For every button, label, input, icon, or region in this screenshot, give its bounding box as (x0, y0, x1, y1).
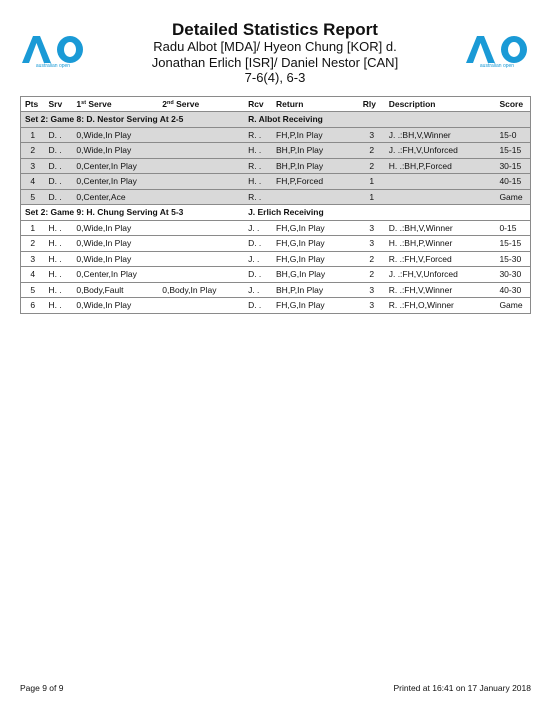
report-title: Detailed Statistics Report (172, 20, 378, 39)
logo-subtext: australian open (35, 63, 71, 69)
table-row: 3 D. . 0,Center,In Play R. . BH,P,In Play 2 H. .:BH,P,Forced 30-15 (21, 158, 531, 174)
match-players-line1: Radu Albot [MDA]/ Hyeon Chung [KOR] d. (153, 39, 397, 54)
table-row: 3 H. . 0,Wide,In Play J. . FH,G,In Play 2 R. .:FH,V,Forced 15-30 (21, 251, 531, 267)
printed-timestamp: Printed at 16:41 on 17 January 2018 (393, 683, 531, 693)
receiving-label: R. Albot Receiving (244, 112, 530, 128)
col-return: Return (272, 97, 359, 112)
col-pts: Pts (21, 97, 45, 112)
col-srv: Srv (44, 97, 72, 112)
table-row: 4 H. . 0,Center,In Play D. . BH,G,In Play 2 J. .:FH,V,Unforced 30-30 (21, 267, 531, 283)
table-row: 4 D. . 0,Center,In Play H. . FH,P,Forced 1 40-15 (21, 174, 531, 190)
table-row: 1 H. . 0,Wide,In Play J. . FH,G,In Play 3 D. .:BH,V,Winner 0-15 (21, 220, 531, 236)
australian-open-logo-left (18, 34, 88, 74)
table-row: 5 H. . 0,Body,Fault 0,Body,In Play J. . BH,P,In Play 3 R. .:FH,V,Winner 40-30 (21, 282, 531, 298)
report-header (110, 20, 440, 86)
table-header-row (21, 97, 531, 112)
col-rly: Rly (359, 97, 385, 112)
australian-open-logo-right (462, 34, 532, 74)
col-description: Description (385, 97, 496, 112)
receiving-label: J. Erlich Receiving (244, 205, 530, 221)
col-score: Score (495, 97, 530, 112)
table-row: 2 D. . 0,Wide,In Play H. . BH,P,In Play 2 J. .:FH,V,Unforced 15-15 (21, 143, 531, 159)
logo-subtext: australian open (479, 63, 515, 69)
col-first-serve: 1st Serve (72, 97, 158, 112)
table-row: 2 H. . 0,Wide,In Play D. . FH,G,In Play 3 H. .:BH,P,Winner 15-15 (21, 236, 531, 252)
table-row: 6 H. . 0,Wide,In Play D. . FH,G,In Play 3 R. .:FH,O,Winner Game (21, 298, 531, 314)
page-number: Page 9 of 9 (20, 683, 64, 693)
section-header-row (21, 205, 531, 221)
serving-label: Set 2: Game 9: H. Chung Serving At 5-3 (21, 205, 245, 221)
match-score: 7-6(4), 6-3 (244, 70, 306, 85)
statistics-table (20, 96, 531, 314)
table-row: 5 D. . 0,Center,Ace R. . 1 Game (21, 189, 531, 205)
match-players-line2: Jonathan Erlich [ISR]/ Daniel Nestor [CAN] (151, 54, 399, 70)
section-header-row (21, 112, 531, 128)
col-second-serve: 2nd Serve (158, 97, 244, 112)
col-rcv: Rcv (244, 97, 272, 112)
table-row: 1 D. . 0,Wide,In Play R. . FH,P,In Play 3 J. .:BH,V,Winner 15-0 (21, 127, 531, 143)
serving-label: Set 2: Game 8: D. Nestor Serving At 2-5 (21, 112, 245, 128)
